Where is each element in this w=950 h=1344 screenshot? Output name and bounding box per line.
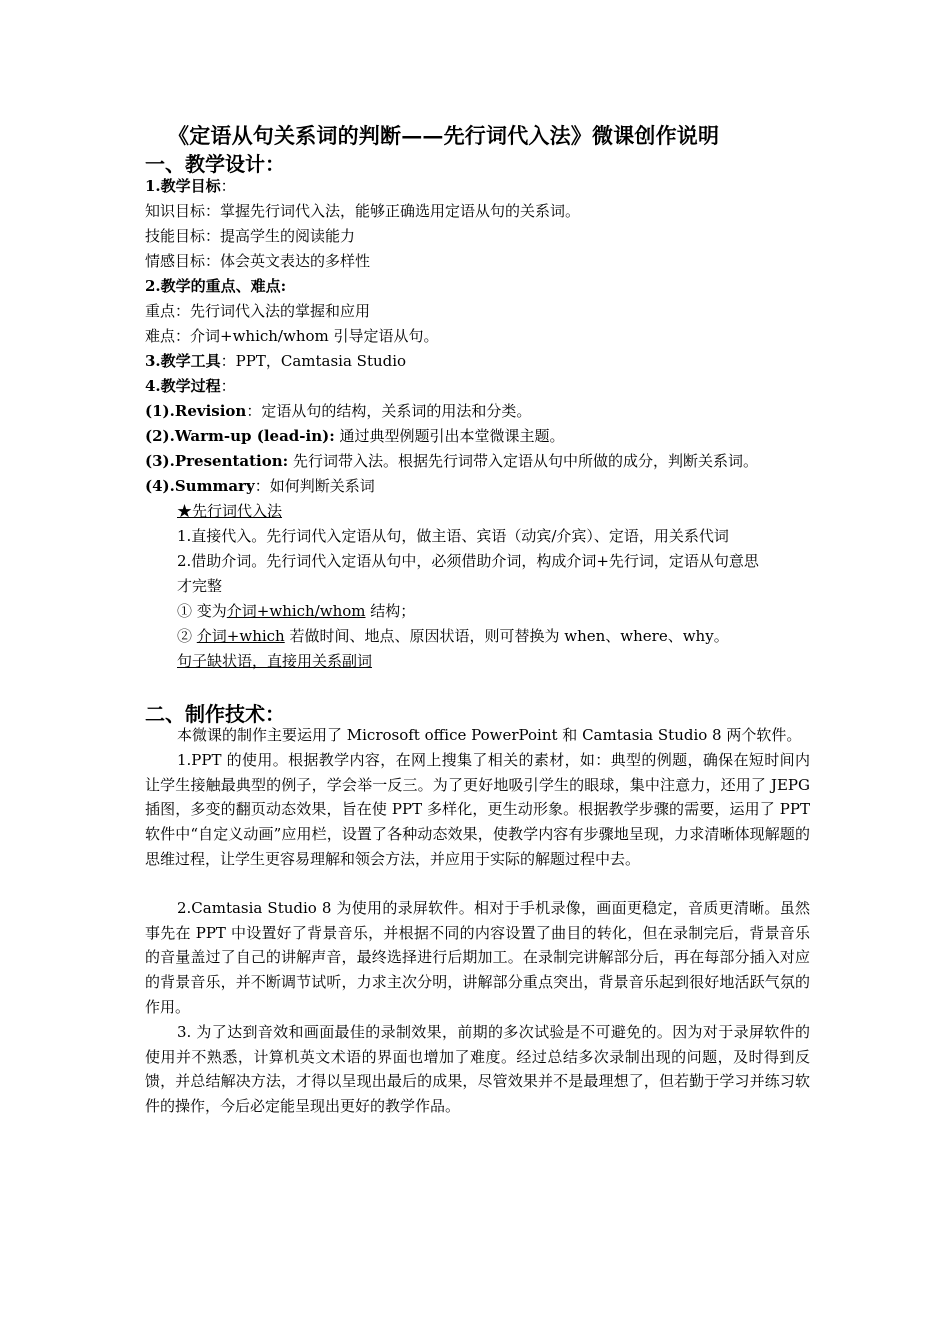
process-step-warmup <box>145 426 565 446</box>
sub-point-2 <box>177 626 729 646</box>
process-heading <box>145 376 236 396</box>
section-heading-production-tech: 二、制作技术： <box>145 702 285 726</box>
section-heading-teaching-design: 一、教学设计： <box>145 152 285 176</box>
production-intro: 本微课的制作主要运用了 Microsoft office PowerPoint 和 Camtasia Studio 8 两个软件。 <box>177 726 802 744</box>
keypoints-heading: 2.教学的重点、难点: <box>145 277 287 295</box>
sub2-prefix: ② <box>177 627 197 645</box>
process-heading-colon: ： <box>220 377 236 395</box>
tools-text: ：PPT，Camtasia Studio <box>220 352 407 370</box>
process-heading-label: 4.教学过程 <box>145 377 221 395</box>
goals-heading-colon: ： <box>220 177 236 195</box>
sub2-underlined: 介词+which <box>196 627 285 645</box>
step4-label: (4).Summary <box>145 477 255 495</box>
sub2-suffix: 若做时间、地点、原因状语，则可替换为 when、where、why。 <box>284 627 729 645</box>
difficulty-text: 难点：介词+which/whom 引导定语从句。 <box>145 327 439 345</box>
sub1-suffix: 结构； <box>365 602 416 620</box>
step1-text: ：定语从句的结构，关系词的用法和分类。 <box>246 402 532 420</box>
document-title: 《定语从句关系词的判断——先行词代入法》微课创作说明 <box>168 123 720 148</box>
sub1-underlined: 介词+which/whom <box>226 602 366 620</box>
goals-heading-label: 1.教学目标 <box>145 177 221 195</box>
method-direct: 1.直接代入。先行词代入定语从句，做主语、宾语（动宾/介宾）、定语，用关系代词 <box>177 527 729 545</box>
step1-label: (1).Revision <box>145 402 247 420</box>
method-preposition-line2: 才完整 <box>177 577 223 595</box>
production-paragraph-camtasia: 2.Camtasia Studio 8 为使用的录屏软件。相对于手机录像，画面更稳定，音质更清晰。虽然事先在 PPT 中设置好了背景音乐，并根据不同的内容设置了曲目的转化，但在录制完后，背景音乐的音量盖过了自己的讲解声音，最终选择进行后期加工。在录制完讲解部分后，再在每部分插入对应的背景音乐，并不断调节试听，力求主次分明，讲解部分重点突出，背景音乐起到很好地活跃气氛的作用。 <box>145 899 810 1016</box>
method-title: ★先行词代入法 <box>177 502 283 520</box>
tools-heading: 3.教学工具 <box>145 352 221 370</box>
sub1-prefix: ① 变为 <box>177 602 227 620</box>
step3-text: 先行词带入法。根据先行词带入定语从句中所做的成分，判断关系词。 <box>288 452 758 470</box>
goal-emotion: 情感目标：体会英文表达的多样性 <box>145 252 371 270</box>
method-preposition-line1: 2.借助介词。先行词代入定语从句中，必须借助介词，构成介词+先行词，定语从句意思 <box>177 552 759 570</box>
goals-heading <box>145 176 236 196</box>
keypoint-text: 重点：先行词代入法的掌握和应用 <box>145 302 371 320</box>
process-step-summary <box>145 476 375 496</box>
goal-knowledge: 知识目标：掌握先行词代入法，能够正确选用定语从句的关系词。 <box>145 202 581 220</box>
goal-skill: 技能目标：提高学生的阅读能力 <box>145 227 356 245</box>
step2-text: 通过典型例题引出本堂微课主题。 <box>334 427 565 445</box>
production-paragraph-testing: 3. 为了达到音效和画面最佳的录制效果，前期的多次试验是不可避免的。因为对于录屏软件的使用并不熟悉，计算机英文术语的界面也增加了难度。经过总结多次录制出现的问题，及时得到反馈，并总结解决方法，才得以呈现出最后的成果，尽管效果并不是最理想了，但若勤于学习并练习软件的操作，今后必定能呈现出更好的教学作品。 <box>145 1023 810 1116</box>
step2-label: (2).Warm-up (lead-in): <box>145 427 335 445</box>
adverbial-note: 句子缺状语，直接用关系副词 <box>177 652 373 670</box>
production-paragraph-ppt: 1.PPT 的使用。根据教学内容，在网上搜集了相关的素材，如：典型的例题，确保在短时间内让学生接触最典型的例子，学会举一反三。为了更好地吸引学生的眼球，集中注意力，还用了 JEPG 插图，多变的翻页动态效果，旨在使 PPT 多样化，更生动形象。根据教学步骤的需要，运用了 PPT 软件中“自定义动画”应用栏，设置了各种动态效果，使教学内容有步骤地呈现，力求清晰体现解题的思维过程，让学生更容易理解和领会方法，并应用于实际的解题过程中去。 <box>145 751 810 868</box>
tools-line <box>145 351 406 371</box>
sub-point-1 <box>177 601 415 621</box>
process-step-revision <box>145 401 531 421</box>
step4-text: ：如何判断关系词 <box>254 477 375 495</box>
process-step-presentation <box>145 451 758 471</box>
step3-label: (3).Presentation: <box>145 452 289 470</box>
